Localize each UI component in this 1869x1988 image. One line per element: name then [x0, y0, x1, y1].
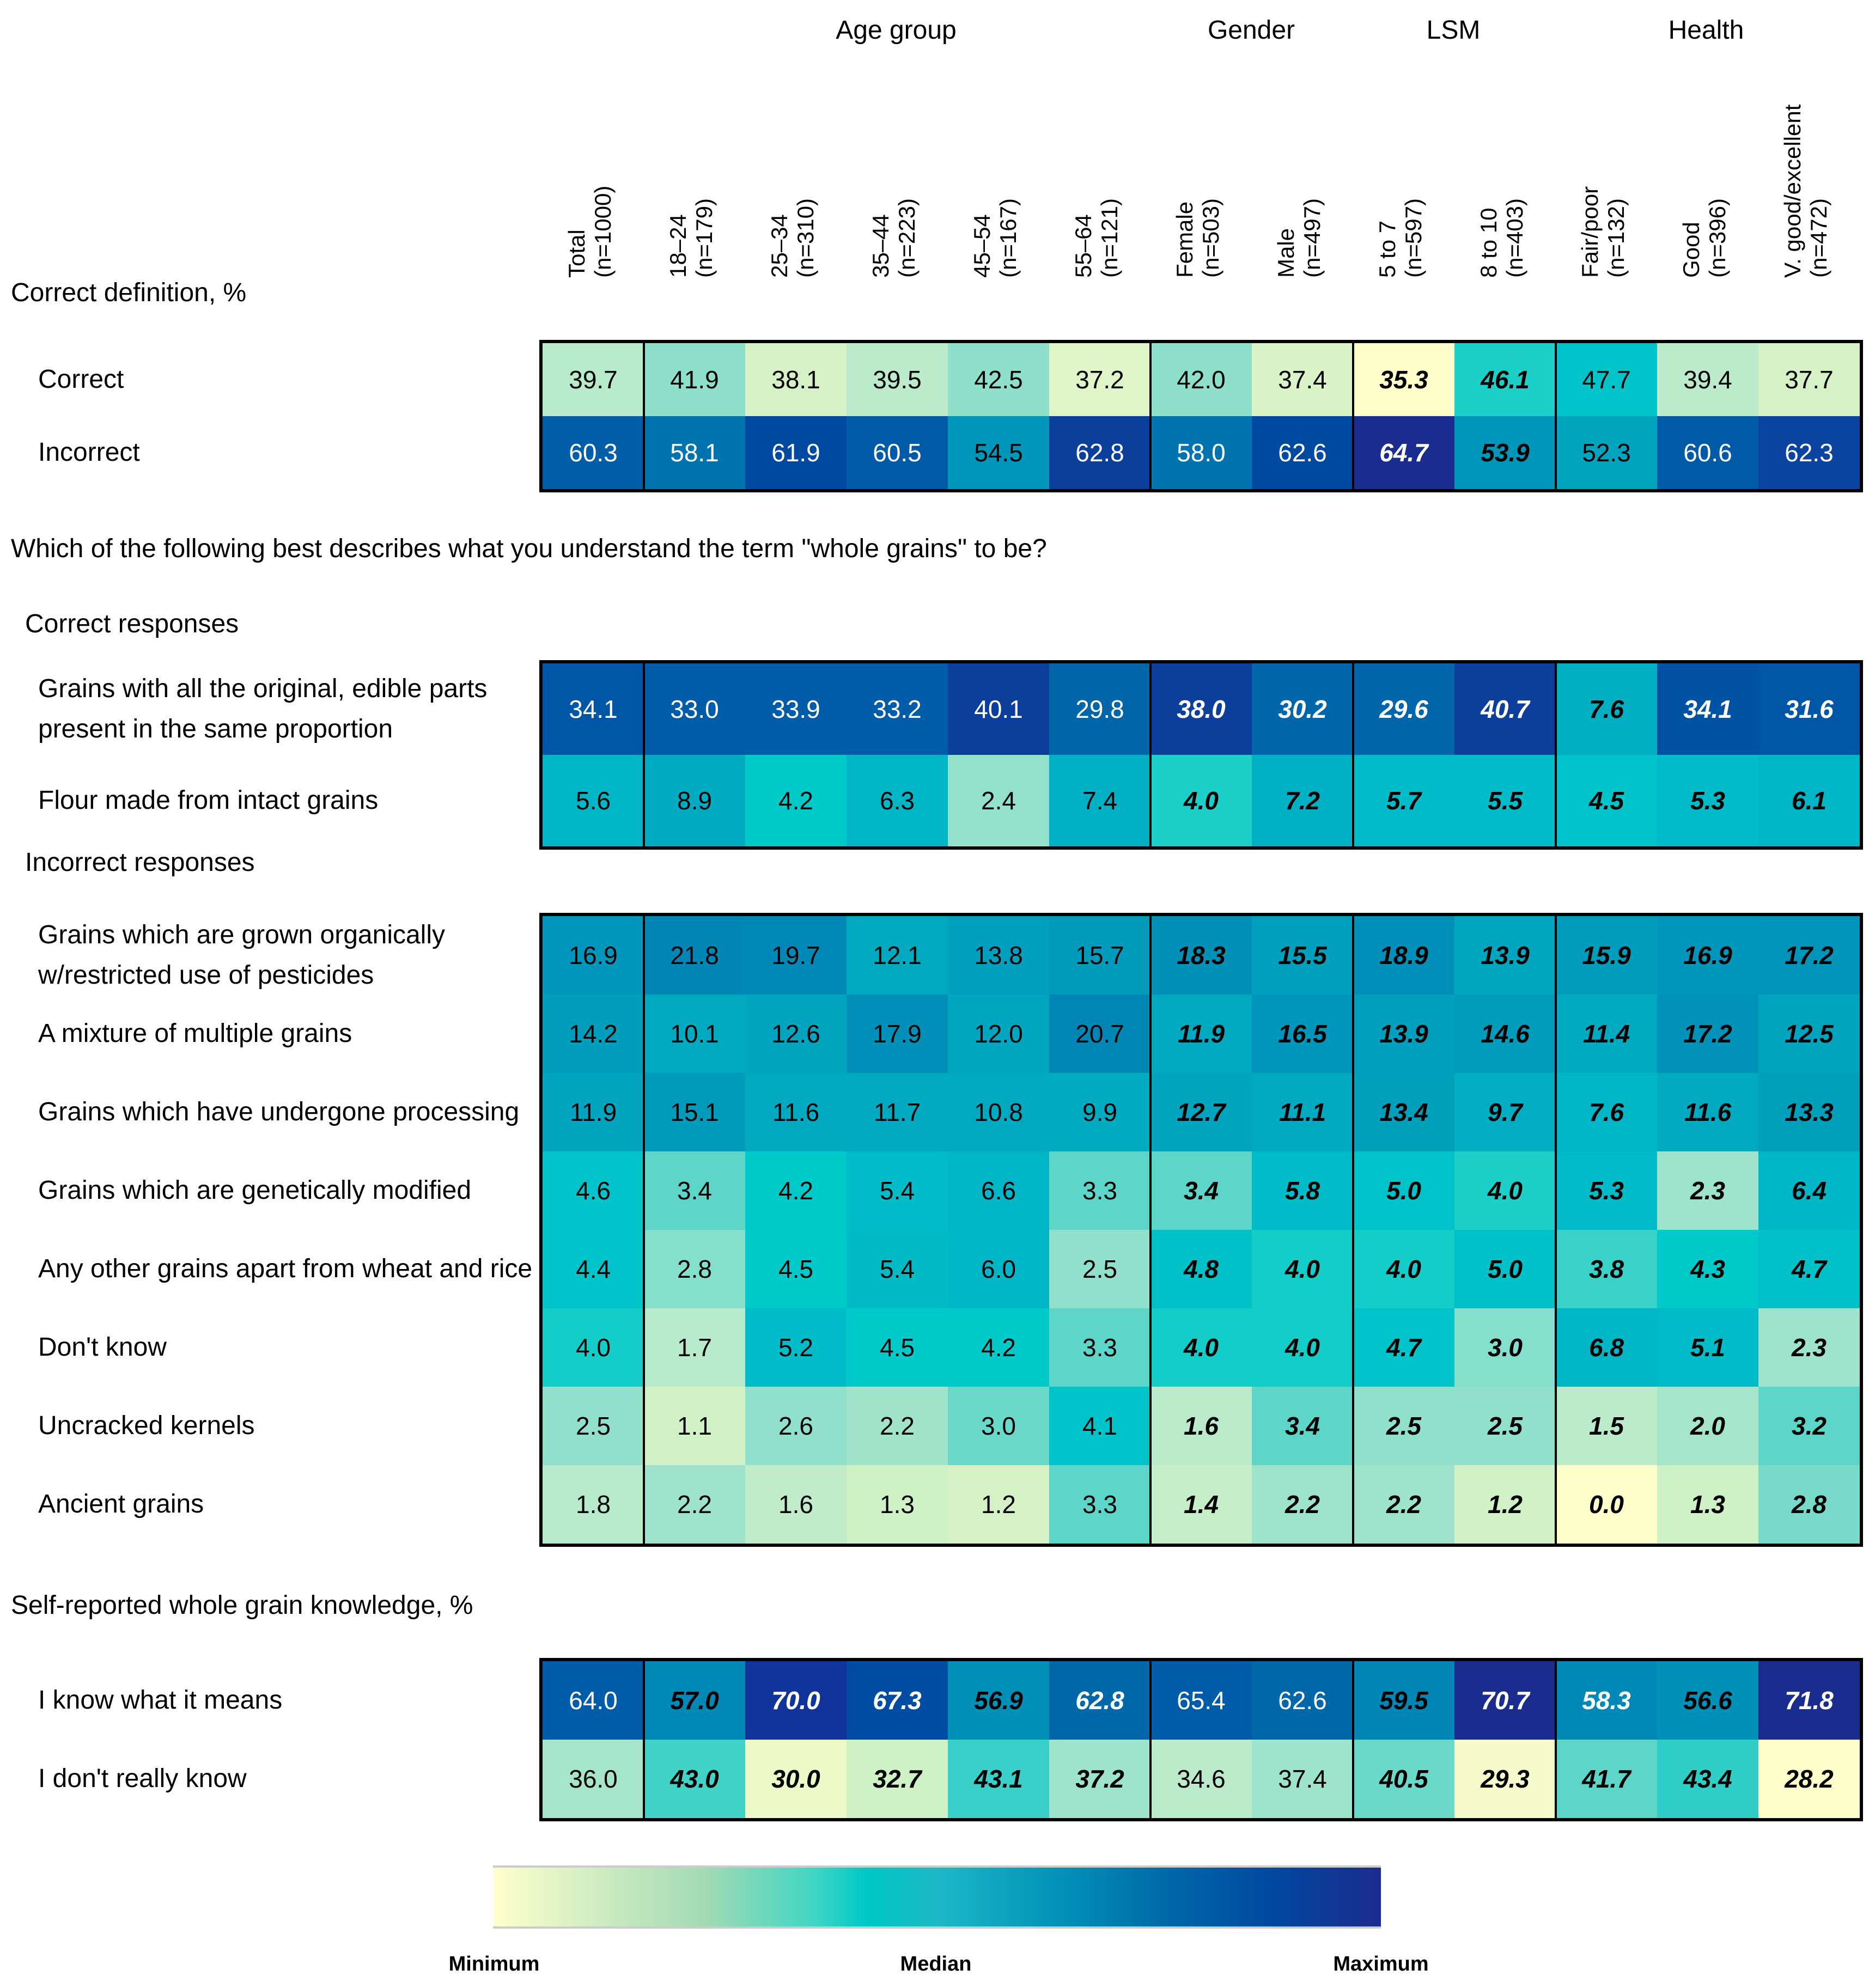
row-label [38, 1661, 534, 1740]
heatmap-cell: 5.0 [1353, 1151, 1454, 1230]
heatmap-cell: 1.6 [1150, 1387, 1252, 1465]
heatmap-cell: 33.2 [847, 663, 948, 755]
heatmap-cell: 39.7 [543, 343, 644, 416]
column-n: (n=310) [793, 198, 818, 278]
row-label-text: Grains which are genetically modified [38, 1176, 472, 1205]
heatmap-cell: 70.0 [745, 1661, 847, 1740]
heatmap-cell: 64.0 [543, 1661, 644, 1740]
column-headers [539, 71, 1856, 278]
heatmap-grid [539, 660, 1863, 850]
group-header: LSM [1426, 16, 1481, 45]
heatmap-cell: 1.6 [745, 1465, 847, 1544]
heatmap-cell: 70.7 [1454, 1661, 1556, 1740]
column-name: 25–34 [766, 214, 792, 278]
heatmap-cell: 8.9 [644, 755, 745, 846]
group-divider [643, 916, 645, 1544]
heatmap-row [543, 1073, 1860, 1151]
column-name: 45–54 [969, 214, 995, 278]
heatmap-cell: 3.3 [1049, 1151, 1150, 1230]
heatmap-cell: 9.9 [1049, 1073, 1150, 1151]
column-name: 18–24 [665, 214, 691, 278]
heatmap-cell: 1.7 [644, 1308, 745, 1387]
group-divider [1352, 916, 1354, 1544]
row-label [38, 1230, 534, 1308]
heatmap-cell: 67.3 [847, 1661, 948, 1740]
heatmap-cell: 39.4 [1657, 343, 1758, 416]
heatmap-cell: 7.2 [1252, 755, 1353, 846]
heatmap-cell: 3.3 [1049, 1465, 1150, 1544]
heatmap-cell: 6.0 [948, 1230, 1049, 1308]
row-label [38, 1465, 534, 1544]
heatmap-cell: 12.6 [745, 995, 847, 1073]
heatmap-cell: 29.6 [1353, 663, 1454, 755]
heatmap-cell: 1.2 [1454, 1465, 1556, 1544]
heatmap-cell: 60.6 [1657, 416, 1758, 489]
heatmap-row [543, 995, 1860, 1073]
group-divider [1149, 663, 1152, 846]
heatmap-cell: 4.7 [1353, 1308, 1454, 1387]
heatmap-cell: 13.9 [1353, 995, 1454, 1073]
heatmap-cell: 7.6 [1556, 663, 1657, 755]
heatmap-cell: 58.3 [1556, 1661, 1657, 1740]
heatmap-cell: 4.7 [1758, 1230, 1860, 1308]
section-subtitle: Incorrect responses [25, 848, 255, 877]
heatmap-cell: 3.3 [1049, 1308, 1150, 1387]
heatmap-cell: 62.6 [1252, 1661, 1353, 1740]
heatmap-cell: 4.0 [1150, 1308, 1252, 1387]
heatmap-cell: 42.5 [948, 343, 1049, 416]
column-n: (n=223) [894, 198, 920, 278]
heatmap-cell: 21.8 [644, 916, 745, 995]
group-divider [1555, 1661, 1557, 1818]
heatmap-cell: 71.8 [1758, 1661, 1860, 1740]
heatmap-cell: 2.3 [1758, 1308, 1860, 1387]
heatmap-cell: 6.3 [847, 755, 948, 846]
heatmap-cell: 62.3 [1758, 416, 1860, 489]
heatmap-cell: 3.4 [1252, 1387, 1353, 1465]
heatmap-cell: 11.4 [1556, 995, 1657, 1073]
row-label [38, 1387, 534, 1465]
heatmap-cell: 3.0 [948, 1387, 1049, 1465]
column-name: Female [1172, 201, 1197, 278]
column-header [641, 71, 742, 278]
heatmap-cell: 4.8 [1150, 1230, 1252, 1308]
heatmap-cell: 4.1 [1049, 1387, 1150, 1465]
heatmap-cell: 16.9 [543, 916, 644, 995]
heatmap-cell: 52.3 [1556, 416, 1657, 489]
heatmap-cell: 33.9 [745, 663, 847, 755]
heatmap-cell: 4.5 [745, 1230, 847, 1308]
heatmap-cell: 7.4 [1049, 755, 1150, 846]
column-header [1553, 71, 1654, 278]
heatmap-cell: 29.3 [1454, 1740, 1556, 1818]
heatmap-cell: 2.2 [1252, 1465, 1353, 1544]
heatmap-cell: 41.7 [1556, 1740, 1657, 1818]
group-divider [643, 1661, 645, 1818]
column-n: (n=396) [1704, 198, 1730, 278]
heatmap-cell: 6.4 [1758, 1151, 1860, 1230]
heatmap-cell: 54.5 [948, 416, 1049, 489]
heatmap-cell: 58.0 [1150, 416, 1252, 489]
column-n: (n=503) [1198, 198, 1223, 278]
group-divider [1555, 916, 1557, 1544]
column-name: Fair/poor [1577, 186, 1603, 278]
heatmap-cell: 2.5 [1353, 1387, 1454, 1465]
heatmap-cell: 17.2 [1657, 995, 1758, 1073]
section-title: Which of the following best describes what you understand the term "whole grains" to be? [11, 534, 1047, 563]
heatmap-row [543, 1465, 1860, 1544]
column-header [539, 71, 641, 278]
group-divider [643, 343, 645, 489]
heatmap-cell: 15.7 [1049, 916, 1150, 995]
heatmap-cell: 0.0 [1556, 1465, 1657, 1544]
heatmap-cell: 59.5 [1353, 1661, 1454, 1740]
row-label-text: Any other grains apart from wheat and rice [38, 1254, 533, 1283]
heatmap-cell: 46.1 [1454, 343, 1556, 416]
column-name: 55–64 [1070, 214, 1096, 278]
heatmap-cell: 5.2 [745, 1308, 847, 1387]
heatmap-cell: 33.0 [644, 663, 745, 755]
row-label [38, 995, 534, 1073]
heatmap-cell: 60.3 [543, 416, 644, 489]
heatmap-cell: 1.2 [948, 1465, 1049, 1544]
heatmap-cell: 4.4 [543, 1230, 644, 1308]
section-subtitle: Correct responses [25, 609, 239, 638]
row-label [38, 1073, 534, 1151]
row-label [38, 1740, 534, 1818]
heatmap-cell: 43.4 [1657, 1740, 1758, 1818]
heatmap-cell: 28.2 [1758, 1740, 1860, 1818]
column-n: (n=1000) [590, 185, 616, 278]
heatmap-cell: 4.0 [1454, 1151, 1556, 1230]
heatmap-cell: 30.0 [745, 1740, 847, 1818]
heatmap-cell: 40.5 [1353, 1740, 1454, 1818]
heatmap-cell: 1.8 [543, 1465, 644, 1544]
legend-median-label: Median [900, 1953, 972, 1975]
heatmap-cell: 64.7 [1353, 416, 1454, 489]
heatmap-cell: 11.7 [847, 1073, 948, 1151]
row-label-text: Uncracked kernels [38, 1411, 255, 1440]
heatmap-cell: 15.1 [644, 1073, 745, 1151]
heatmap-cell: 2.2 [644, 1465, 745, 1544]
heatmap-cell: 17.2 [1758, 916, 1860, 995]
heatmap-cell: 4.0 [1252, 1230, 1353, 1308]
heatmap-cell: 1.5 [1556, 1387, 1657, 1465]
heatmap-cell: 5.0 [1454, 1230, 1556, 1308]
heatmap-cell: 3.2 [1758, 1387, 1860, 1465]
heatmap-cell: 16.9 [1657, 916, 1758, 995]
heatmap-cell: 11.6 [745, 1073, 847, 1151]
group-divider [1555, 663, 1557, 846]
group-header: Gender [1207, 16, 1295, 45]
heatmap-cell: 4.2 [948, 1308, 1049, 1387]
heatmap-cell: 6.1 [1758, 755, 1860, 846]
heatmap-cell: 2.2 [847, 1387, 948, 1465]
group-divider [1352, 663, 1354, 846]
heatmap-cell: 38.1 [745, 343, 847, 416]
heatmap-cell: 6.6 [948, 1151, 1049, 1230]
column-name: V. good/excellent [1780, 104, 1805, 278]
section-title: Self-reported whole grain knowledge, % [11, 1591, 473, 1620]
row-label [38, 1308, 534, 1387]
heatmap-cell: 41.9 [644, 343, 745, 416]
heatmap-cell: 37.2 [1049, 343, 1150, 416]
heatmap-cell: 2.8 [1758, 1465, 1860, 1544]
heatmap-cell: 10.8 [948, 1073, 1049, 1151]
heatmap-cell: 29.8 [1049, 663, 1150, 755]
heatmap-row [543, 416, 1860, 489]
row-label [38, 343, 534, 416]
heatmap-row [543, 755, 1860, 846]
heatmap-cell: 34.1 [1657, 663, 1758, 755]
column-n: (n=597) [1401, 198, 1426, 278]
heatmap-cell: 17.9 [847, 995, 948, 1073]
column-header [1147, 71, 1249, 278]
heatmap-grid [539, 340, 1863, 492]
heatmap-cell: 42.0 [1150, 343, 1252, 416]
color-scale-legend [493, 1865, 1381, 1929]
column-n: (n=472) [1806, 198, 1831, 278]
group-header: Health [1668, 16, 1744, 45]
column-n: (n=167) [995, 198, 1021, 278]
heatmap-cell: 4.0 [1252, 1308, 1353, 1387]
heatmap-cell: 4.3 [1657, 1230, 1758, 1308]
heatmap-cell: 53.9 [1454, 416, 1556, 489]
heatmap-row [543, 916, 1860, 995]
heatmap-cell: 13.3 [1758, 1073, 1860, 1151]
heatmap-cell: 4.0 [1353, 1230, 1454, 1308]
row-label [38, 416, 534, 489]
legend-min-label: Minimum [448, 1953, 540, 1975]
heatmap-cell: 13.4 [1353, 1073, 1454, 1151]
group-divider [1555, 343, 1557, 489]
heatmap-row [543, 663, 1860, 755]
heatmap-cell: 18.9 [1353, 916, 1454, 995]
row-label-text: A mixture of multiple grains [38, 1019, 352, 1048]
heatmap-cell: 5.6 [543, 755, 644, 846]
group-divider [1149, 343, 1152, 489]
heatmap-cell: 14.6 [1454, 995, 1556, 1073]
heatmap-cell: 5.1 [1657, 1308, 1758, 1387]
row-label-text: Grains with all the original, edible parts present in the same proportion [38, 674, 488, 743]
heatmap-cell: 18.3 [1150, 916, 1252, 995]
section-title: Correct definition, % [11, 278, 247, 307]
heatmap-cell: 12.7 [1150, 1073, 1252, 1151]
column-header [742, 71, 843, 278]
heatmap-cell: 31.6 [1758, 663, 1860, 755]
row-label-text: Flour made from intact grains [38, 786, 379, 815]
heatmap-cell: 61.9 [745, 416, 847, 489]
heatmap-cell: 56.9 [948, 1661, 1049, 1740]
row-label [38, 755, 534, 846]
heatmap-row [543, 1740, 1860, 1818]
heatmap-cell: 2.3 [1657, 1151, 1758, 1230]
heatmap-cell: 34.6 [1150, 1740, 1252, 1818]
row-label-text: Ancient grains [38, 1490, 204, 1519]
column-header [1046, 71, 1147, 278]
row-label [38, 916, 534, 995]
heatmap-cell: 2.5 [1454, 1387, 1556, 1465]
heatmap-cell: 5.3 [1556, 1151, 1657, 1230]
heatmap-cell: 40.7 [1454, 663, 1556, 755]
row-label-text: I know what it means [38, 1686, 283, 1715]
heatmap-cell: 12.5 [1758, 995, 1860, 1073]
heatmap-row [543, 1151, 1860, 1230]
heatmap-cell: 58.1 [644, 416, 745, 489]
column-header [1654, 71, 1755, 278]
row-label-text: Grains which have undergone processing [38, 1097, 520, 1126]
heatmap-cell: 43.1 [948, 1740, 1049, 1818]
heatmap-cell: 1.1 [644, 1387, 745, 1465]
heatmap-cell: 19.7 [745, 916, 847, 995]
heatmap-cell: 57.0 [644, 1661, 745, 1740]
heatmap-cell: 2.6 [745, 1387, 847, 1465]
heatmap-cell: 4.5 [1556, 755, 1657, 846]
heatmap-cell: 20.7 [1049, 995, 1150, 1073]
heatmap-cell: 60.5 [847, 416, 948, 489]
heatmap-cell: 9.7 [1454, 1073, 1556, 1151]
heatmap-cell: 14.2 [543, 995, 644, 1073]
column-header [1755, 71, 1856, 278]
column-n: (n=121) [1097, 198, 1122, 278]
heatmap-cell: 3.8 [1556, 1230, 1657, 1308]
heatmap-cell: 3.0 [1454, 1308, 1556, 1387]
heatmap-row [543, 1387, 1860, 1465]
heatmap-cell: 7.6 [1556, 1073, 1657, 1151]
heatmap-row [543, 1230, 1860, 1308]
heatmap-cell: 11.9 [543, 1073, 644, 1151]
heatmap-cell: 11.1 [1252, 1073, 1353, 1151]
heatmap-cell: 30.2 [1252, 663, 1353, 755]
row-label-text: Correct [38, 365, 124, 394]
column-name: Good [1678, 222, 1704, 278]
heatmap-cell: 11.9 [1150, 995, 1252, 1073]
heatmap-cell: 36.0 [543, 1740, 644, 1818]
heatmap-row [543, 1661, 1860, 1740]
heatmap-cell: 47.7 [1556, 343, 1657, 416]
heatmap-cell: 5.8 [1252, 1151, 1353, 1230]
heatmap-cell: 5.4 [847, 1230, 948, 1308]
heatmap-cell: 56.6 [1657, 1661, 1758, 1740]
column-header [945, 71, 1046, 278]
heatmap-cell: 40.1 [948, 663, 1049, 755]
heatmap-cell: 39.5 [847, 343, 948, 416]
heatmap-cell: 62.8 [1049, 1661, 1150, 1740]
heatmap-cell: 3.4 [1150, 1151, 1252, 1230]
column-name: 5 to 7 [1374, 220, 1400, 278]
column-n: (n=179) [691, 198, 717, 278]
heatmap-cell: 5.5 [1454, 755, 1556, 846]
heatmap-cell: 4.0 [1150, 755, 1252, 846]
heatmap-cell: 4.0 [543, 1308, 644, 1387]
group-divider [1149, 1661, 1152, 1818]
heatmap-cell: 2.2 [1353, 1465, 1454, 1544]
heatmap-cell: 35.3 [1353, 343, 1454, 416]
column-header [1451, 71, 1553, 278]
row-label [38, 663, 534, 755]
heatmap-grid [539, 913, 1863, 1547]
heatmap-cell: 4.5 [847, 1308, 948, 1387]
heatmap-cell: 37.2 [1049, 1740, 1150, 1818]
heatmap-cell: 12.1 [847, 916, 948, 995]
heatmap-cell: 15.9 [1556, 916, 1657, 995]
heatmap-cell: 2.0 [1657, 1387, 1758, 1465]
heatmap-cell: 37.4 [1252, 1740, 1353, 1818]
heatmap-cell: 2.4 [948, 755, 1049, 846]
heatmap-cell: 5.3 [1657, 755, 1758, 846]
column-name: Male [1273, 228, 1299, 278]
row-label [38, 1151, 534, 1230]
heatmap-cell: 10.1 [644, 995, 745, 1073]
heatmap-cell: 37.7 [1758, 343, 1860, 416]
group-divider [1352, 343, 1354, 489]
heatmap-cell: 1.3 [1657, 1465, 1758, 1544]
group-header: Age group [836, 16, 957, 45]
heatmap-cell: 6.8 [1556, 1308, 1657, 1387]
heatmap-cell: 16.5 [1252, 995, 1353, 1073]
column-name: 8 to 10 [1476, 208, 1501, 278]
heatmap-cell: 2.5 [543, 1387, 644, 1465]
heatmap-cell: 65.4 [1150, 1661, 1252, 1740]
column-n: (n=132) [1603, 198, 1629, 278]
row-label-text: Don't know [38, 1333, 167, 1362]
heatmap-cell: 38.0 [1150, 663, 1252, 755]
heatmap-cell: 2.8 [644, 1230, 745, 1308]
row-label-text: I don't really know [38, 1764, 247, 1793]
heatmap-row [543, 343, 1860, 416]
heatmap-cell: 11.6 [1657, 1073, 1758, 1151]
heatmap-cell: 15.5 [1252, 916, 1353, 995]
row-label-text: Incorrect [38, 438, 140, 467]
heatmap-cell: 13.9 [1454, 916, 1556, 995]
heatmap-cell: 62.6 [1252, 416, 1353, 489]
column-name: Total [564, 229, 589, 278]
column-n: (n=403) [1502, 198, 1527, 278]
heatmap-cell: 2.5 [1049, 1230, 1150, 1308]
heatmap-cell: 37.4 [1252, 343, 1353, 416]
heatmap-cell: 5.7 [1353, 755, 1454, 846]
row-label-text: Grains which are grown organically w/restricted use of pesticides [38, 920, 445, 990]
heatmap-cell: 4.2 [745, 1151, 847, 1230]
heatmap-cell: 43.0 [644, 1740, 745, 1818]
legend-max-label: Maximum [1333, 1953, 1429, 1975]
heatmap-cell: 5.4 [847, 1151, 948, 1230]
heatmap-cell: 12.0 [948, 995, 1049, 1073]
heatmap-cell: 34.1 [543, 663, 644, 755]
heatmap-cell: 3.4 [644, 1151, 745, 1230]
heatmap-row [543, 1308, 1860, 1387]
group-divider [1149, 916, 1152, 1544]
heatmap-cell: 4.6 [543, 1151, 644, 1230]
heatmap-cell: 1.4 [1150, 1465, 1252, 1544]
column-header [1350, 71, 1451, 278]
column-name: 35–44 [868, 214, 893, 278]
heatmap-cell: 32.7 [847, 1740, 948, 1818]
heatmap-cell: 13.8 [948, 916, 1049, 995]
heatmap-cell: 1.3 [847, 1465, 948, 1544]
column-header [843, 71, 945, 278]
heatmap-cell: 4.2 [745, 755, 847, 846]
column-n: (n=497) [1299, 198, 1325, 278]
column-header [1249, 71, 1350, 278]
heatmap-grid [539, 1658, 1863, 1821]
group-divider [643, 663, 645, 846]
group-divider [1352, 1661, 1354, 1818]
heatmap-cell: 62.8 [1049, 416, 1150, 489]
